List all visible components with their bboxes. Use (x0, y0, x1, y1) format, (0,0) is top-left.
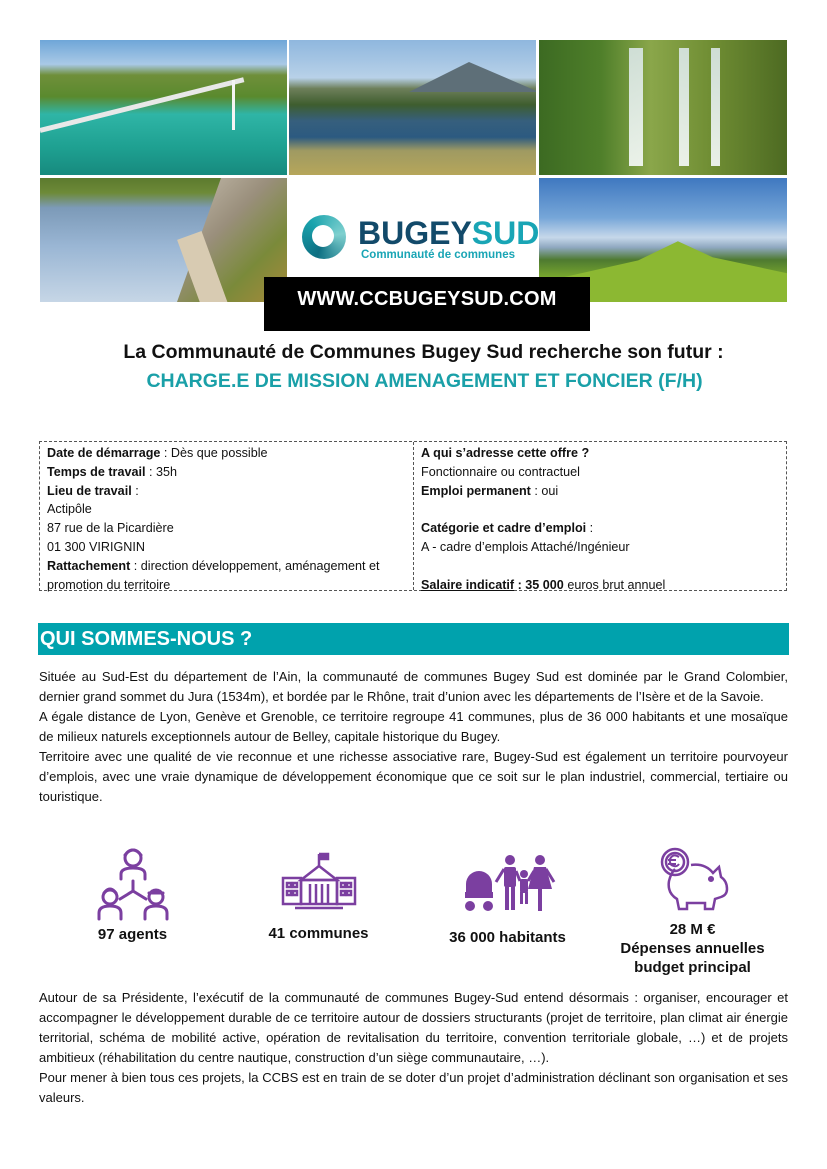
location-label: Lieu de travail (47, 483, 132, 498)
bugeysud-logo-icon (302, 215, 346, 259)
audience-label (421, 444, 779, 463)
category-suffix: : (586, 521, 594, 536)
salary-label: Salaire indicatif (421, 577, 515, 592)
spacer (421, 557, 779, 576)
address-line-1: Actipôle (47, 502, 92, 517)
work-time-row (47, 463, 406, 482)
salary-unit: euros brut annuel (563, 577, 666, 592)
brand-part-sud: SUD (471, 215, 540, 251)
salary-separator: : (514, 577, 526, 592)
location-suffix: : (131, 483, 139, 498)
permanent-value: : oui (530, 483, 559, 498)
category-value: A - cadre d’emplois Attaché/Ingénieur (421, 539, 630, 554)
closing-text (39, 988, 788, 1108)
waterfall-stream (629, 48, 643, 166)
lake-footbridge-photo (40, 40, 287, 175)
waterfall-stream (711, 48, 720, 166)
river-path-photo (40, 178, 287, 302)
start-date-value: : Dès que possible (160, 446, 268, 460)
spacer (421, 500, 779, 519)
about-paragraph: Située au Sud-Est du département de l’Ain, la communauté de communes Bugey Sud est dominée par le Grand Colombier, dernier grand sommet du Jura (1534m), et bordée par le Rhône, trait d’union avec les départements de l’Isère et de la Savoie. (39, 669, 788, 704)
stat-label-line3: budget principal (634, 959, 751, 976)
permanent-row (421, 482, 779, 501)
job-info-left (40, 442, 414, 590)
attachment-label: Rattachement (47, 558, 131, 573)
about-paragraph: Territoire avec une qualité de vie reconnue et une richesse associative rare, Bugey-Sud est également un territoire pourvoyeur d’emplois, avec une vraie dynamique de développement économique que ce soit sur le plan industriel, commercial, tertiaire ou touristique. (39, 749, 788, 804)
category-row (421, 519, 779, 538)
address-line-3: 01 300 VIRIGNIN (47, 539, 145, 554)
brand-part-bugey: BUGEY (358, 215, 472, 251)
job-info-table (39, 441, 787, 591)
attachment-value: : direction développement, aménagement et promotion du territoire (47, 558, 380, 592)
piggy-bank-euro-icon (655, 845, 731, 911)
audience-label-text: A qui s’adresse cette offre ? (421, 446, 590, 460)
salary-row (421, 576, 779, 595)
bridge-pylon-shape (232, 80, 235, 130)
stat-label: 97 agents (97, 926, 168, 943)
start-date-row (47, 444, 406, 463)
address-line-2: 87 rue de la Picardière (47, 521, 174, 536)
attachment-row (47, 557, 406, 595)
headline-intro: La Communauté de Communes Bugey Sud recherche son futur : (123, 341, 724, 363)
about-paragraph: A égale distance de Lyon, Genève et Grenoble, ce territoire regroupe 41 communes, plus de 36 000 habitants et une mosaïque de milieux naturels exceptionnels autour de Belley, capitale historique du Bugey. (39, 709, 788, 744)
about-text (39, 667, 788, 807)
closing-paragraph: Autour de sa Présidente, l’exécutif de la communauté de communes Bugey-Sud entend désormais : organiser, encourager et accompagner le développement durable de ce territoire autour de dossiers structurants (projet de territoire, plan climat air énergie territorial, schéma de mobilité active, opération de revitalisation du territoire, convention territoriale globale, …) et de projets ambitieux (réhabilitation du centre nautique, construction d’un siège communautaire, …). (39, 990, 788, 1065)
closing-paragraph: Pour mener à bien tous ces projets, la CCBS est en train de se doter d’un projet d’administration déclinant son organisation et ses valeurs. (39, 1070, 788, 1105)
stat-label: 36 000 habitants (449, 929, 566, 946)
mountain-shape (409, 62, 536, 92)
section-heading-about: QUI SOMMES-NOUS ? (38, 623, 789, 655)
stat-label: 41 communes (268, 925, 369, 942)
location-row (47, 482, 406, 501)
permanent-label: Emploi permanent (421, 483, 531, 498)
brand-subtitle: Communauté de communes (361, 249, 515, 261)
stat-budget (605, 845, 780, 977)
job-title: CHARGE.E DE MISSION AMENAGEMENT ET FONCIER (F/H) (146, 370, 703, 392)
audience-value: Fonctionnaire ou contractuel (421, 464, 580, 479)
stat-label-line2: Dépenses annuelles (620, 940, 765, 957)
stat-habitants (440, 854, 575, 947)
town-hall-icon (279, 850, 359, 912)
salary-amount: 35 000 (525, 577, 564, 592)
family-icon (460, 854, 556, 914)
brand-name (358, 216, 539, 250)
waterfall-stream (679, 48, 689, 166)
stat-label: 28 M € (669, 921, 716, 938)
footbridge-shape (40, 77, 244, 133)
stat-agents (70, 845, 195, 944)
work-time-label: Temps de travail (47, 464, 146, 479)
stat-communes (256, 850, 381, 943)
job-info-right (414, 442, 786, 590)
start-date-label: Date de démarrage (47, 446, 161, 460)
mountain-lake-photo (289, 40, 536, 175)
work-time-value: : 35h (145, 464, 177, 479)
website-link[interactable]: WWW.CCBUGEYSUD.COM (264, 277, 590, 331)
team-icon (96, 845, 170, 921)
category-label: Catégorie et cadre d’emploi (421, 521, 587, 536)
waterfall-photo (539, 40, 787, 175)
